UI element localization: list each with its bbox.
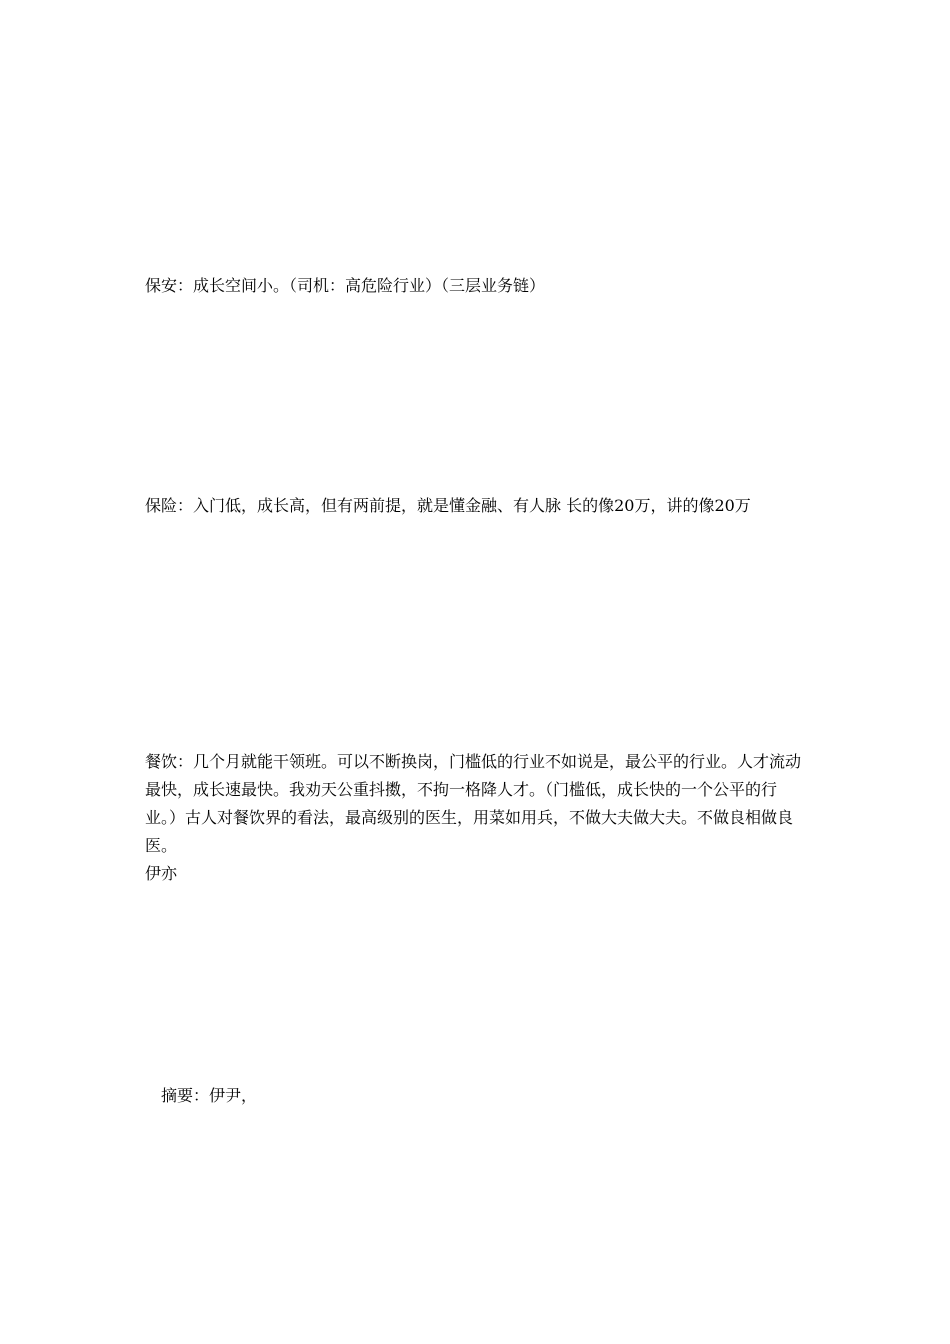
paragraph-catering-line: 伊亦 [145,864,178,883]
paragraph-insurance: 保险：入门低，成长高，但有两前提，就是懂金融、有人脉 长的像20万，讲的像20万 [145,496,751,515]
paragraph-catering-line: 最快，成长速最快。我劝天公重抖擞，不拘一格降人才。（门槛低，成长快的一个公平的行 [145,780,778,799]
paragraph-catering-line: 业。）古人对餐饮界的看法，最高级别的医生，用菜如用兵，不做大夫做大夫。不做良相做良医。 [145,808,794,855]
paragraph-summary: 摘要：伊尹， [161,1086,258,1105]
paragraph-security: 保安：成长空间小。（司机：高危险行业）（三层业务链） [145,276,546,295]
paragraph-catering-line: 餐饮：几个月就能干领班。可以不断换岗，门槛低的行业不如说是，最公平的行业。人才流动 [145,752,802,771]
paragraph-catering [145,748,815,888]
